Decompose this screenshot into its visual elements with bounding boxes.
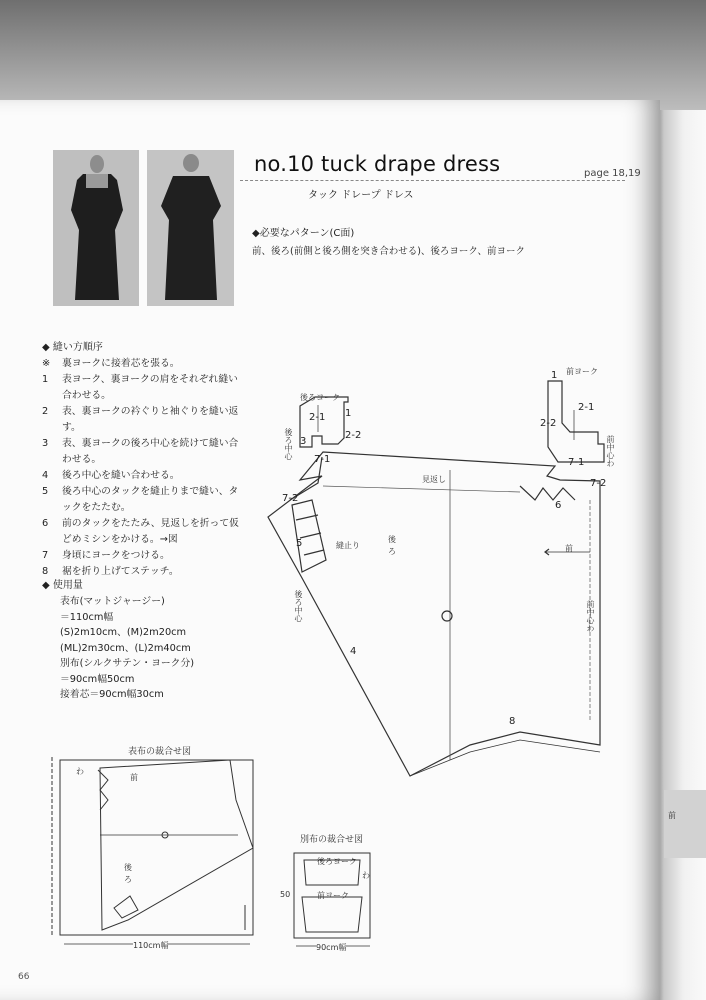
back-center-label: 後ろ中心 bbox=[294, 590, 303, 622]
usage-line: 接着芯＝90cm幅30cm bbox=[60, 689, 164, 700]
required-patterns-text: 前、後ろ(前側と後ろ側を突き合わせる)、後ろヨーク、前ヨーク bbox=[252, 246, 526, 257]
cutting-front-label: 前 bbox=[130, 773, 138, 782]
main-cut-piece bbox=[100, 760, 253, 930]
usage-line: 表布(マットジャージー) bbox=[60, 596, 165, 607]
sub-front-yoke-label: 前ヨーク bbox=[317, 891, 349, 900]
front-yoke-piece bbox=[548, 381, 604, 462]
step-marker: 2-2 bbox=[345, 430, 362, 441]
step-marker: 1 bbox=[345, 408, 352, 419]
usage-line: ＝110cm幅 bbox=[60, 611, 114, 623]
step-marker: 2-1 bbox=[578, 402, 595, 413]
step-marker: 5 bbox=[296, 538, 303, 549]
list-item: 7 身頃にヨークをつける。 bbox=[42, 550, 170, 561]
cutting-main-width: 110cm幅 bbox=[133, 941, 169, 950]
step-marker: 3 bbox=[300, 436, 307, 447]
diamond-icon: ◆ bbox=[42, 342, 50, 353]
usage-heading: ◆ 使用量 bbox=[42, 580, 83, 591]
list-item: 3 表、裏ヨークの後ろ中心を続けて縫い合わせる。 bbox=[42, 438, 239, 465]
sub-back-yoke-label: 後ろヨーク bbox=[317, 857, 357, 866]
facing-label: 見返し bbox=[422, 475, 446, 484]
tuck-line bbox=[304, 550, 324, 555]
fold-label: わ bbox=[76, 767, 84, 776]
step-marker: 2-1 bbox=[309, 412, 326, 423]
step-marker: 7-2 bbox=[282, 493, 299, 504]
list-item: ※ 裏ヨークに接着芯を張る。 bbox=[42, 358, 180, 369]
back-label: 後 bbox=[388, 535, 396, 544]
required-patterns-heading: ◆必要なパターン(C面) bbox=[252, 228, 355, 239]
stitch-stop-label: 縫止り bbox=[336, 541, 360, 550]
main-pattern-piece bbox=[268, 452, 600, 776]
usage-line: 別布(シルクサテン・ヨーク分) bbox=[60, 658, 195, 669]
back-label-2: ろ bbox=[388, 547, 396, 556]
page-number: 66 bbox=[18, 972, 30, 982]
main-fabric-outline bbox=[60, 760, 253, 935]
list-item: 6 前のタックをたたみ、見返しを折って仮どめミシンをかける。→図 bbox=[42, 518, 239, 545]
sewing-heading: ◆ 縫い方順序 bbox=[42, 342, 103, 353]
list-item: 8 裾を折り上げてステッチ。 bbox=[42, 566, 179, 577]
list-item: 1 表ヨーク、裏ヨークの肩をそれぞれ縫い合わせる。 bbox=[42, 374, 238, 401]
usage-line: (S)2m10cm、(M)2m20cm bbox=[60, 627, 187, 638]
sub-width-label: 90cm幅 bbox=[316, 943, 347, 952]
tuck-line bbox=[296, 515, 318, 520]
step-marker: 2-2 bbox=[540, 418, 557, 429]
cutting-main-title: 表布の裁合せ図 bbox=[128, 747, 192, 757]
cutting-sub-title: 別布の裁合せ図 bbox=[300, 835, 364, 845]
front-center-label: 前中心わ bbox=[586, 600, 595, 632]
step-marker: 4 bbox=[350, 646, 357, 657]
cutting-back-label-2: ろ bbox=[124, 875, 132, 884]
button-mark bbox=[442, 611, 452, 621]
list-item: 4 後ろ中心を縫い合わせる。 bbox=[42, 470, 180, 481]
diamond-icon: ◆ bbox=[42, 580, 50, 591]
front-label: 前 bbox=[565, 544, 573, 553]
front-tuck-marks bbox=[520, 486, 575, 500]
list-item: 5 後ろ中心のタックを縫止りまで縫い、タックをたたむ。 bbox=[42, 486, 239, 513]
yoke-front-center-label: 前中心わ bbox=[606, 435, 615, 467]
hem-fold-line bbox=[410, 740, 600, 776]
back-yoke-label: 後ろヨーク bbox=[300, 393, 340, 402]
sub-front-yoke bbox=[302, 897, 362, 932]
subtitle: タック ドレープ ドレス bbox=[308, 190, 414, 201]
step-marker: 7-2 bbox=[590, 478, 607, 489]
step-marker: 1 bbox=[551, 370, 558, 381]
tuck-line bbox=[300, 533, 321, 538]
sub-fold-label: わ bbox=[362, 871, 370, 880]
step-marker: 6 bbox=[555, 500, 562, 511]
cutting-back-label: 後 bbox=[124, 863, 132, 872]
list-item: 2 表、裏ヨークの衿ぐりと袖ぐりを縫い返す。 bbox=[42, 406, 239, 433]
step-marker: 8 bbox=[509, 716, 516, 727]
sub-height-label: 50 bbox=[280, 890, 291, 899]
step-marker: 7-1 bbox=[568, 457, 585, 468]
page-title: no.10 tuck drape dress bbox=[254, 152, 501, 176]
front-yoke-label: 前ヨーク bbox=[566, 367, 598, 376]
yoke-back-center-label: 後ろ中心 bbox=[284, 428, 293, 460]
facing-line bbox=[323, 486, 520, 492]
usage-line: (ML)2m30cm、(L)2m40cm bbox=[60, 642, 191, 654]
usage-line: ＝90cm幅50cm bbox=[60, 673, 135, 685]
page-reference: page 18,19 bbox=[584, 168, 641, 179]
step-marker: 7-1 bbox=[314, 454, 331, 465]
facing-page-text: 前 bbox=[668, 811, 676, 820]
